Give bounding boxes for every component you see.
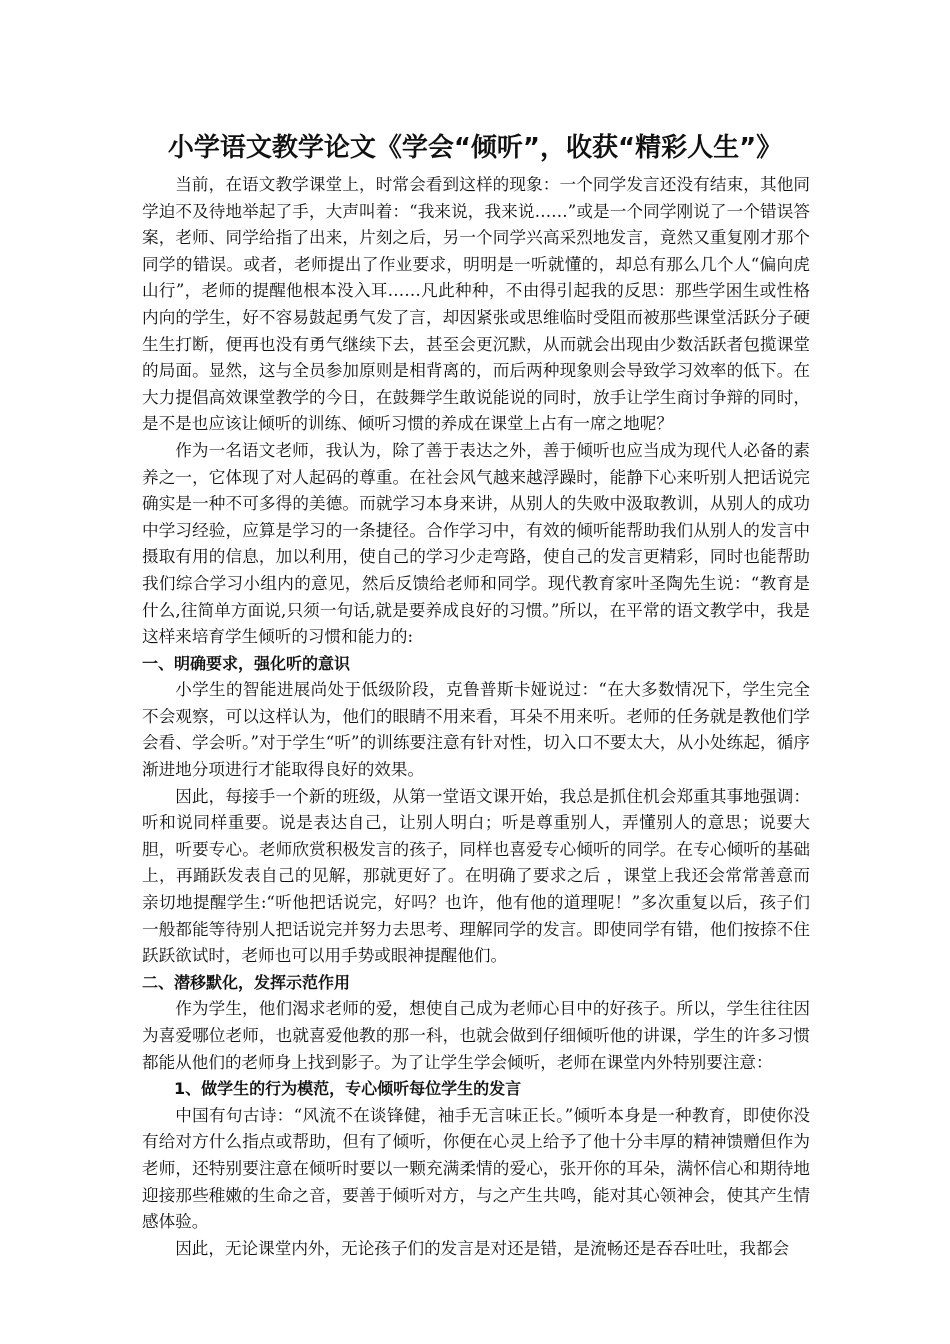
intro-paragraph: 当前，在语文教学课堂上，时常会看到这样的现象：一个同学发言还没有结束，其他同学迫不及待地举起了手，大声叫着：“我来说，我来说……”或是一个同学刚说了一个错误答案，老师、同学给指了出来，片刻之后，另一个同学兴高采烈地发言，竟然又重复刚才那个同学的错误。或者，老师提出了作业要求，明明是一听就懂的，却总有那么几个人“偏向虎山行”，老师的提醒他根本没入耳……凡此种种，不由得引起我的反思：那些学困生或性格内向的学生，好不容易鼓起勇气发了言，却因紧张或思维临时受阻而被那些课堂活跃分子硬生生打断，便再也没有勇气继续下去，甚至会更沉默，从而就会出现由少数活跃者包揽课堂的局面。显然，这与全员参加原则是相背离的，而后两种现象则会导致学习效率的低下。在大力提倡高效课堂教学的今日，在鼓舞学生敢说能说的同时，放手让学生商讨争辩的同时，是不是也应该让倾听的训练、倾听习惯的养成在课堂上占有一席之地呢？ [142,175,810,434]
body-paragraph: 作为学生，他们渴求老师的爱，想使自己成为老师心目中的好孩子。所以，学生往往因为喜爱哪位老师，也就喜爱他教的那一科，也就会做到仔细倾听他的讲课，学生的许多习惯都能从他们的老师身上找到影子。为了让学生学会倾听，老师在课堂内外特别要注意： [142,999,810,1072]
subsection-heading-1: 1、做学生的行为模范，专心倾听每位学生的发言 [174,1079,522,1099]
section-heading-2: 二、潜移默化，发挥示范作用 [142,972,351,992]
section-heading-1: 一、明确要求，强化听的意识 [142,653,351,673]
body-paragraph: 中国有句古诗：“风流不在谈锋健，袖手无言味正长。”倾听本身是一种教育，即使你没有给对方什么指点或帮助，但有了倾听，你便在心灵上给予了他十分丰厚的精神馈赠但作为老师，还特别要注意在倾听时要以一颗充满柔情的爱心，张开你的耳朵，满怀信心和期待地迎接那些稚嫩的生命之音，要善于倾听对方，与之产生共鸣，能对其心领神会，使其产生情感体验。 [142,1105,810,1232]
body-paragraph: 小学生的智能进展尚处于低级阶段，克鲁普斯卡娅说过：“在大多数情况下，学生完全不会观察，可以这样认为，他们的眼睛不用来看，耳朵不用来听。老师的任务就是教他们学会看、学会听。”对于学生“听”的训练要注意有针对性，切入口不要太大，从小处练起，循序渐进地分项进行才能取得良好的效果。 [142,680,810,780]
body-paragraph: 因此，无论课堂内外，无论孩子们的发言是对还是错，是流畅还是吞吞吐吐，我都会 [175,1238,790,1258]
body-paragraph: 因此，每接手一个新的班级，从第一堂语文课开始，我总是抓住机会郑重其事地强调：听和说同样重要。说是表达自己，让别人明白；听是尊重别人，弄懂别人的意思；说要大胆，听要专心。老师欣赏积极发言的孩子，同样也喜爱专心倾听的同学。在专心倾听的基础上，再踊跃发表自己的见解，那就更好了。在明确了要求之后 ，课堂上我还会常常善意而亲切地提醒学生:“听他把话说完，好吗？也许，他有他的道理呢！”多次重复以后，孩子们一般都能等待别人把话说完并努力去思考、理解同学的发言。即使同学有错，他们按捺不住跃跃欲试时，老师也可以用手势或眼神提醒他们。 [142,786,810,966]
body-paragraph: 作为一名语文老师，我认为，除了善于表达之外，善于倾听也应当成为现代人必备的素养之一，它体现了对人起码的尊重。在社会风气越来越浮躁时，能静下心来听别人把话说完确实是一种不可多得的美德。而就学习本身来讲，从别人的失败中汲取教训，从别人的成功中学习经验，应算是学习的一条捷径。合作学习中，有效的倾听能帮助我们从别人的发言中摄取有用的信息，加以利用，使自己的学习少走弯路，使自己的发言更精彩，同时也能帮助我们综合学习小组内的意见，然后反馈给老师和同学。现代教育家叶圣陶先生说：“教育是什么,往简单方面说,只须一句话,就是要养成良好的习惯。”所以，在平常的语文教学中，我是这样来培育学生倾听的习惯和能力的: [142,440,810,647]
document-body [142,172,810,1262]
document-title: 小学语文教学论文《学会“倾听”，收获“精彩人生”》 [167,133,783,163]
